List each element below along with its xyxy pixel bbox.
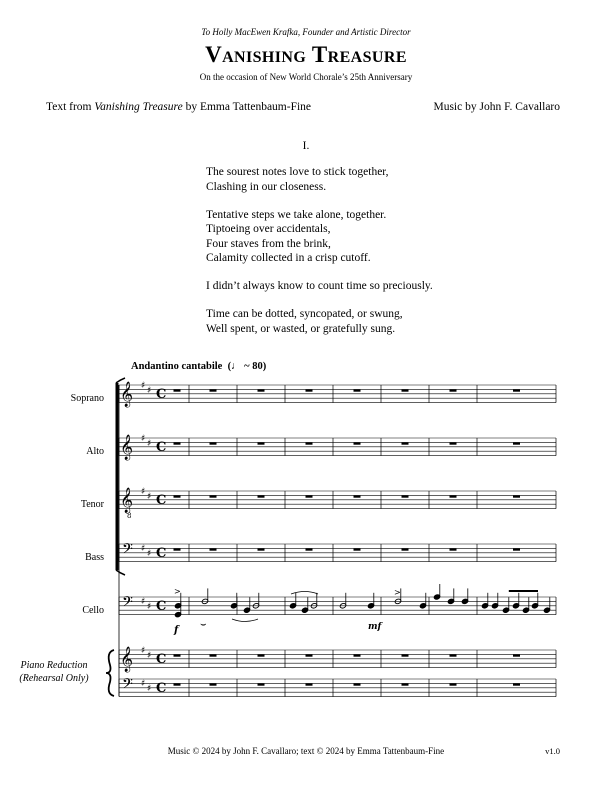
accent-mark: > [174, 587, 181, 596]
whole-rest [258, 548, 265, 550]
whole-rest [450, 548, 457, 550]
whole-rest [174, 654, 181, 656]
whole-rest [513, 389, 520, 391]
version-label: v1.0 [545, 746, 560, 756]
treble-clef-icon: 𝄞 [120, 647, 134, 672]
octave-marker: 8 [127, 512, 132, 520]
text-credit-author: by Emma Tattenbaum-Fine [182, 101, 312, 113]
whole-rest [402, 389, 409, 391]
whole-rest [210, 389, 217, 391]
poem-line: Tiptoeing over accidentals, [206, 223, 331, 235]
time-signature: C [156, 493, 167, 508]
poem-line: Clashing in our closeness. [206, 180, 327, 193]
whole-rest [450, 389, 457, 391]
whole-rest [210, 548, 217, 550]
poem-line: Time can be dotted, syncopated, or swung, [206, 308, 403, 320]
whole-rest [513, 683, 520, 685]
instrument-label-soprano: Soprano [70, 393, 104, 404]
poem-line: Four staves from the brink, [206, 237, 331, 250]
whole-rest [306, 442, 313, 444]
whole-rest [258, 683, 265, 685]
bracket-hook [116, 570, 125, 575]
text-credit-prefix: Text from [46, 101, 95, 113]
whole-rest [210, 495, 217, 497]
whole-rest [354, 548, 361, 550]
whole-rest [354, 389, 361, 391]
whole-rest [402, 548, 409, 550]
whole-rest [402, 654, 409, 656]
treble-clef-icon: 𝄞 [120, 435, 134, 460]
sharp-icon: ♯ [141, 487, 146, 497]
whole-rest [513, 495, 520, 497]
sharp-icon: ♯ [141, 679, 146, 689]
time-signature: C [156, 387, 167, 402]
sharp-icon: ♯ [147, 439, 152, 449]
whole-rest [354, 495, 361, 497]
instrument-label-alto: Alto [86, 446, 104, 457]
whole-rest [513, 548, 520, 550]
treble-clef-icon: 𝄞 [120, 488, 134, 513]
dynamic-forte: f [174, 625, 179, 636]
whole-rest [450, 442, 457, 444]
whole-rest [354, 442, 361, 444]
piano-label-line1: Piano Reduction [20, 660, 88, 671]
whole-rest [174, 442, 181, 444]
time-signature: C [156, 681, 167, 696]
whole-rest [354, 654, 361, 656]
whole-rest [174, 495, 181, 497]
piano-brace [106, 650, 114, 696]
whole-rest [402, 495, 409, 497]
bass-clef-icon: 𝄢 [122, 594, 133, 614]
whole-rest [306, 548, 313, 550]
whole-rest [258, 389, 265, 391]
page-title: Vanishing Treasure [205, 42, 407, 67]
poem-line: Calamity collected in a crisp cutoff. [206, 252, 371, 264]
piano-label-line2: (Rehearsal Only) [19, 672, 89, 684]
whole-rest [174, 683, 181, 685]
whole-rest [306, 654, 313, 656]
whole-rest [306, 389, 313, 391]
whole-rest [306, 683, 313, 685]
time-signature: C [156, 652, 167, 667]
whole-rest [513, 442, 520, 444]
music-credit: Music by John F. Cavallaro [433, 101, 560, 113]
slur [232, 619, 258, 622]
whole-rest [450, 683, 457, 685]
whole-rest [174, 548, 181, 550]
bass-clef-icon: 𝄢 [122, 541, 133, 561]
sharp-icon: ♯ [141, 434, 146, 444]
whole-rest [402, 442, 409, 444]
time-signature: C [156, 546, 167, 561]
whole-rest [210, 442, 217, 444]
sharp-icon: ♯ [147, 684, 152, 694]
whole-rest [258, 654, 265, 656]
whole-rest [210, 683, 217, 685]
sharp-icon: ♯ [147, 492, 152, 502]
instrument-label-bass: Bass [85, 552, 104, 563]
metronome-marking: (♩ ~ 80) [227, 361, 267, 372]
sharp-icon: ♯ [147, 651, 152, 661]
sharp-icon: ♯ [141, 544, 146, 554]
poem-line: The sourest notes love to stick together, [206, 166, 389, 178]
accent-mark: > [394, 588, 401, 597]
instrument-label-cello: Cello [82, 605, 104, 616]
whole-rest [450, 495, 457, 497]
sharp-icon: ♯ [147, 549, 152, 559]
occasion-subtitle: On the occasion of New World Chorale’s 25th Anniversary [199, 72, 413, 82]
whole-rest [306, 495, 313, 497]
dynamic-mezzo-forte: mf [368, 622, 382, 632]
copyright-footer: Music © 2024 by John F. Cavallaro; text © 2024 by Emma Tattenbaum-Fine [167, 746, 445, 756]
bass-clef-icon: 𝄢 [122, 676, 133, 696]
whole-rest [513, 654, 520, 656]
sharp-icon: ♯ [141, 381, 146, 391]
whole-rest [174, 389, 181, 391]
whole-rest [258, 495, 265, 497]
time-signature: C [156, 440, 167, 455]
time-signature: C [156, 599, 167, 614]
poem-line: I didn’t always know to count time so preciously. [206, 280, 433, 292]
whole-rest [402, 683, 409, 685]
poem-line: Tentative steps we take alone, together. [206, 208, 387, 221]
whole-rest [258, 442, 265, 444]
sharp-icon: ♯ [147, 602, 152, 612]
whole-rest [210, 654, 217, 656]
text-credit-source: Vanishing Treasure [94, 101, 183, 113]
sharp-icon: ♯ [141, 597, 146, 607]
fermata-icon: ⌣ [200, 619, 207, 630]
tempo-text: Andantino cantabile [131, 361, 223, 372]
sharp-icon: ♯ [141, 646, 146, 656]
treble-clef-icon: 𝄞 [120, 382, 134, 407]
slur [291, 592, 318, 595]
poem-line: Well spent, or wasted, or gratefully sung. [206, 322, 396, 335]
sharp-icon: ♯ [147, 386, 152, 396]
dedication: To Holly MacEwen Krafka, Founder and Artistic Director [201, 27, 411, 37]
whole-rest [354, 683, 361, 685]
poem-section-number: I. [302, 140, 310, 152]
instrument-label-tenor: Tenor [80, 499, 104, 510]
whole-rest [450, 654, 457, 656]
